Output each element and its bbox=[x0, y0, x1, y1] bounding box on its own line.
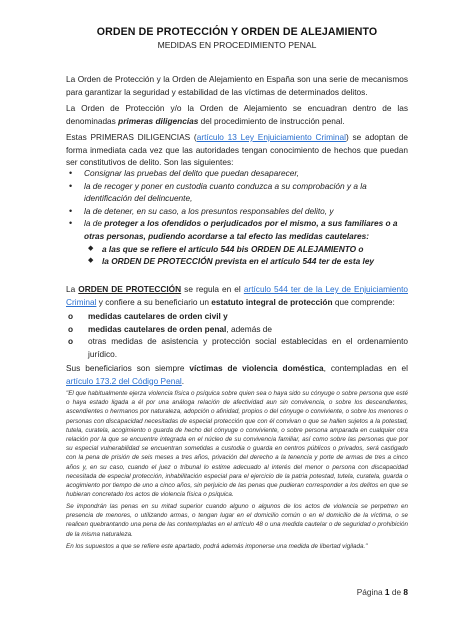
paragraph-text: . bbox=[181, 375, 185, 386]
list-item-text: la de detener, en su caso, a los presuntos responsables del delito, y bbox=[84, 205, 334, 216]
link-articulo-544-ter[interactable]: artículo 544 ter de la Ley de Enjuiciamiento Criminal bbox=[66, 284, 408, 307]
link-articulo-173-2[interactable]: artículo 173.2 del Código Penal bbox=[66, 375, 182, 386]
page-separator: de bbox=[391, 587, 402, 597]
quote-paragraph-3: En los supuestos a que se refiere este apartado, podrá además imponerse una medida de libertad vigilada." bbox=[66, 543, 368, 550]
list-item bbox=[66, 205, 408, 218]
page-number bbox=[357, 587, 408, 597]
sublist-item bbox=[84, 255, 408, 268]
paragraph-text: que comprende: bbox=[332, 296, 395, 307]
list-item-text: otras medidas de asistencia y protección social establecidas en el ordenamiento jurídico. bbox=[88, 336, 408, 359]
list-item-text: Consignar las pruebas del delito que puedan desaparecer, bbox=[84, 168, 299, 178]
list-item bbox=[66, 167, 408, 180]
list-item-emphasis: proteger a los ofendidos o perjudicados por el mismo, a sus familiares o a otras personas, pudiendo acordarse a tal efecto las medidas cautelares: bbox=[84, 218, 398, 241]
diamond-bullet-icon: ◆ bbox=[88, 244, 94, 252]
bullet-icon: • bbox=[69, 218, 73, 229]
document-subtitle: MEDIDAS EN PROCEDIMIENTO PENAL bbox=[157, 40, 317, 50]
emphasis-text: ORDEN DE PROTECCIÓN bbox=[78, 284, 182, 294]
bullet-icon: • bbox=[69, 205, 73, 216]
bullet-icon: • bbox=[69, 168, 73, 178]
circle-bullet-icon: o bbox=[68, 323, 74, 334]
circle-bullet-icon: o bbox=[68, 311, 74, 321]
quote-paragraph-2: Se impondrán las penas en su mitad superior cuando alguno o algunos de los actos de violencia se perpetren en presencia de menores, o utilizando armas, o tengan lugar en el domicilio común o en el domicilio de la víctima, o se realicen quebrantando una pena de las contempladas en el artículo 48 o una medida cautelar o de seguridad o prohibición de la misma naturaleza. bbox=[66, 503, 408, 538]
list-item-text: la de bbox=[84, 218, 105, 229]
paragraph-text: La Orden de Protección y/o la Orden de Alejamiento se encuadran dentro de las denominadas bbox=[66, 103, 408, 126]
paragraph-primeras-diligencias bbox=[66, 102, 408, 127]
list-item bbox=[66, 310, 408, 323]
list-item-text: medidas cautelares de orden civil y bbox=[88, 311, 228, 321]
total-pages: 8 bbox=[403, 587, 408, 597]
sublist-item bbox=[84, 243, 408, 256]
medidas-list bbox=[66, 310, 408, 360]
paragraph-text: Sus beneficiarios son siempre bbox=[66, 363, 190, 373]
bullet-icon: • bbox=[69, 180, 73, 191]
paragraph-text: La bbox=[66, 284, 79, 294]
list-item-text: la de recoger y poner en custodia cuanto conduzca a su comprobación y a la identificación del delincuente, bbox=[84, 180, 367, 204]
paragraph-text: del procedimiento de instrucción penal. bbox=[198, 115, 345, 126]
circle-bullet-icon: o bbox=[68, 336, 74, 347]
paragraph-diligencias-intro bbox=[66, 131, 408, 169]
paragraph-text: Estas PRIMERAS DILIGENCIAS ( bbox=[66, 132, 197, 142]
paragraph-beneficiarios bbox=[66, 362, 408, 387]
list-item bbox=[66, 180, 408, 205]
intro-paragraph: La Orden de Protección y la Orden de Alejamiento en España son una serie de mecanismos para garantizar la seguridad y estabilidad de las víctimas de determinados delitos. bbox=[66, 74, 408, 97]
list-item bbox=[66, 323, 408, 336]
list-item-text: , además de bbox=[226, 323, 273, 334]
diamond-bullet-icon: ◆ bbox=[88, 257, 94, 265]
paragraph-text: ) se adoptan de forma inmediata cada vez que las autoridades tengan conocimiento de hechos que puedan ser constitutivos de delito. Son las siguientes: bbox=[66, 132, 408, 168]
paragraph-orden-proteccion bbox=[66, 283, 408, 308]
list-item bbox=[66, 335, 408, 360]
document-title: ORDEN DE PROTECCIÓN Y ORDEN DE ALEJAMIENTO bbox=[96, 26, 378, 38]
quote-paragraph-1: "El que habitualmente ejerza violencia física o psíquica sobre quien sea o haya sido su cónyuge o sobre persona que esté o haya estado ligada a él por una análoga relación de afectividad aun sin convivencia, o sobre los descendientes, ascendientes o hermanos por naturaleza, adopción o afinidad, propios o del cónyuge o conviviente, o sobre los menores o personas con discapacidad necesitadas de especial protección que con él convivan o que se hallen sujetos a la potestad, tutela, curatela, acogimiento o guarda de hecho del cónyuge o conviviente, o sobre persona amparada en cualquier otra relación por la que se encuentre integrada en el núcleo de su convivencia familiar, así como sobre las personas que por su especial vulnerabilidad se encuentran sometidas a custodia o guarda en centros públicos o privados, será castigado con la pena de prisión de seis meses a tres años, privación del derecho a la tenencia y porte de armas de tres a cinco años y, en su caso, cuando el juez o tribunal lo estime adecuado al interés del menor o persona con discapacidad necesitada de especial protección, inhabilitación especial para el ejercicio de la patria potestad, tutela, curatela, guarda o acogimiento por tiempo de uno a cinco años, sin perjuicio de las penas que pudieran corresponder a los delitos en que se hubieran concretado los actos de violencia física o psíquica. bbox=[66, 390, 408, 499]
diligencias-list bbox=[66, 167, 408, 268]
list-item bbox=[66, 217, 408, 267]
paragraph-text: , contempladas en el bbox=[323, 363, 408, 373]
current-page: 1 bbox=[384, 587, 390, 597]
emphasis-text: primeras diligencias bbox=[118, 115, 199, 126]
emphasis-text: estatuto integral de protección bbox=[211, 296, 333, 307]
emphasis-text: víctimas de violencia doméstica bbox=[189, 363, 324, 373]
medidas-cautelares-sublist bbox=[84, 243, 408, 268]
sublist-item-text: la ORDEN DE PROTECCIÓN prevista en el artículo 544 ter de esta ley bbox=[102, 256, 375, 267]
page-label: Página bbox=[356, 587, 383, 597]
list-item-text: medidas cautelares de orden penal bbox=[88, 323, 227, 334]
paragraph-text: y confiere a su beneficiario un bbox=[96, 296, 212, 307]
sublist-item-text: a las que se refiere el artículo 544 bis ORDEN DE ALEJAMIENTO o bbox=[102, 243, 364, 254]
paragraph-text: se regula en el bbox=[181, 284, 244, 294]
link-articulo-13-lecrim[interactable]: artículo 13 Ley Enjuiciamiento Criminal bbox=[196, 132, 346, 142]
